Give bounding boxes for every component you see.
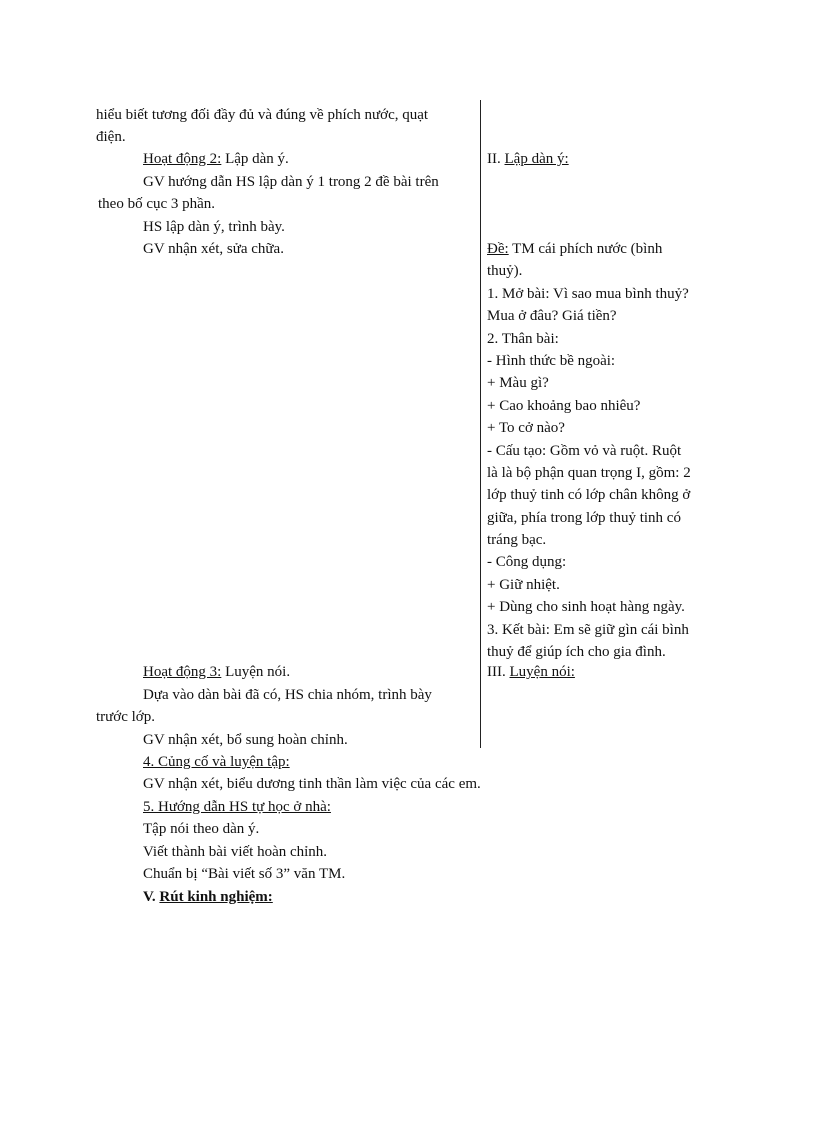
experience-line xyxy=(143,886,273,908)
activity-3-para-1b: trước lớp. xyxy=(96,709,155,725)
outline-line: + Màu gì? xyxy=(487,375,549,391)
section-3-number: III. xyxy=(487,664,510,680)
activity-2-heading: Hoạt động 2: xyxy=(143,151,222,167)
outline-line: lớp thuỷ tinh có lớp chân không ở xyxy=(487,487,691,503)
activity-2-para-1a: GV hướng dẫn HS lập dàn ý 1 trong 2 đề bài trên xyxy=(143,174,439,190)
column-divider xyxy=(480,100,481,748)
topic-text-2: thuỷ). xyxy=(487,263,523,279)
activity-2-para-3: GV nhận xét, sửa chữa. xyxy=(143,241,284,257)
activity-3-title: Luyện nói. xyxy=(221,664,291,680)
outline-line: giữa, phía trong lớp thuỷ tinh có xyxy=(487,510,681,526)
outline-line: thuỷ để giúp ích cho gia đình. xyxy=(487,644,666,660)
outline-line: - Công dụng: xyxy=(487,554,567,570)
activity-3-para-2: GV nhận xét, bổ sung hoàn chỉnh. xyxy=(143,732,348,748)
section-2-title: Lập dàn ý: xyxy=(504,151,569,167)
item-5-heading: 5. Hướng dẫn HS tự học ở nhà: xyxy=(143,799,331,815)
left-intro-line-1: hiểu biết tương đối đầy đủ và đúng về phích nước, quạt xyxy=(96,107,429,123)
left-intro-line-2: điện. xyxy=(96,129,126,145)
item-4-text: GV nhận xét, biểu dương tinh thần làm việc của các em. xyxy=(143,776,481,792)
outline-line: Mua ở đâu? Giá tiền? xyxy=(487,308,617,324)
section-2-number: II. xyxy=(487,151,505,167)
experience-title: Rút kinh nghiệm: xyxy=(159,889,273,905)
outline-line: là là bộ phận quan trọng I, gồm: 2 xyxy=(487,465,691,481)
activity-2-para-1b: theo bố cục 3 phần. xyxy=(98,196,216,212)
topic-label: Đề: xyxy=(487,241,509,257)
item-4-line xyxy=(143,751,290,773)
item-4-heading: 4. Củng cố và luyện tập: xyxy=(143,754,290,770)
activity-2-line xyxy=(143,148,289,170)
experience-number: V. xyxy=(143,889,160,905)
outline-line: 2. Thân bài: xyxy=(487,331,559,347)
activity-2-para-2: HS lập dàn ý, trình bày. xyxy=(143,219,285,235)
outline-line: + Giữ nhiệt. xyxy=(487,577,560,593)
outline-line: - Cấu tạo: Gồm vỏ và ruột. Ruột xyxy=(487,443,682,459)
activity-3-line xyxy=(143,661,290,683)
outline-line: + Dùng cho sinh hoạt hàng ngày. xyxy=(487,599,685,615)
section-3-title: Luyện nói: xyxy=(509,664,575,680)
item-5-line xyxy=(143,796,331,818)
outline-line: 1. Mở bài: Vì sao mua bình thuỷ? xyxy=(487,286,689,302)
item-5-text: Chuẩn bị “Bài viết số 3” văn TM. xyxy=(143,866,346,882)
topic-line xyxy=(487,238,662,260)
item-5-text: Tập nói theo dàn ý. xyxy=(143,821,260,837)
activity-3-para-1a: Dựa vào dàn bài đã có, HS chia nhóm, trình bày xyxy=(143,687,432,703)
activity-2-title: Lập dàn ý. xyxy=(221,151,289,167)
activity-3-heading: Hoạt động 3: xyxy=(143,664,222,680)
section-3-line xyxy=(487,661,575,683)
item-5-text: Viết thành bài viết hoàn chỉnh. xyxy=(143,844,328,860)
topic-text-1: TM cái phích nước (bình xyxy=(508,241,663,257)
outline-line: + Cao khoảng bao nhiêu? xyxy=(487,398,641,414)
outline-line: + To cở nào? xyxy=(487,420,565,436)
outline-line: - Hình thức bề ngoài: xyxy=(487,353,616,369)
outline-line: 3. Kết bài: Em sẽ giữ gìn cái bình xyxy=(487,622,689,638)
section-2-line xyxy=(487,148,569,170)
outline-line: tráng bạc. xyxy=(487,532,547,548)
